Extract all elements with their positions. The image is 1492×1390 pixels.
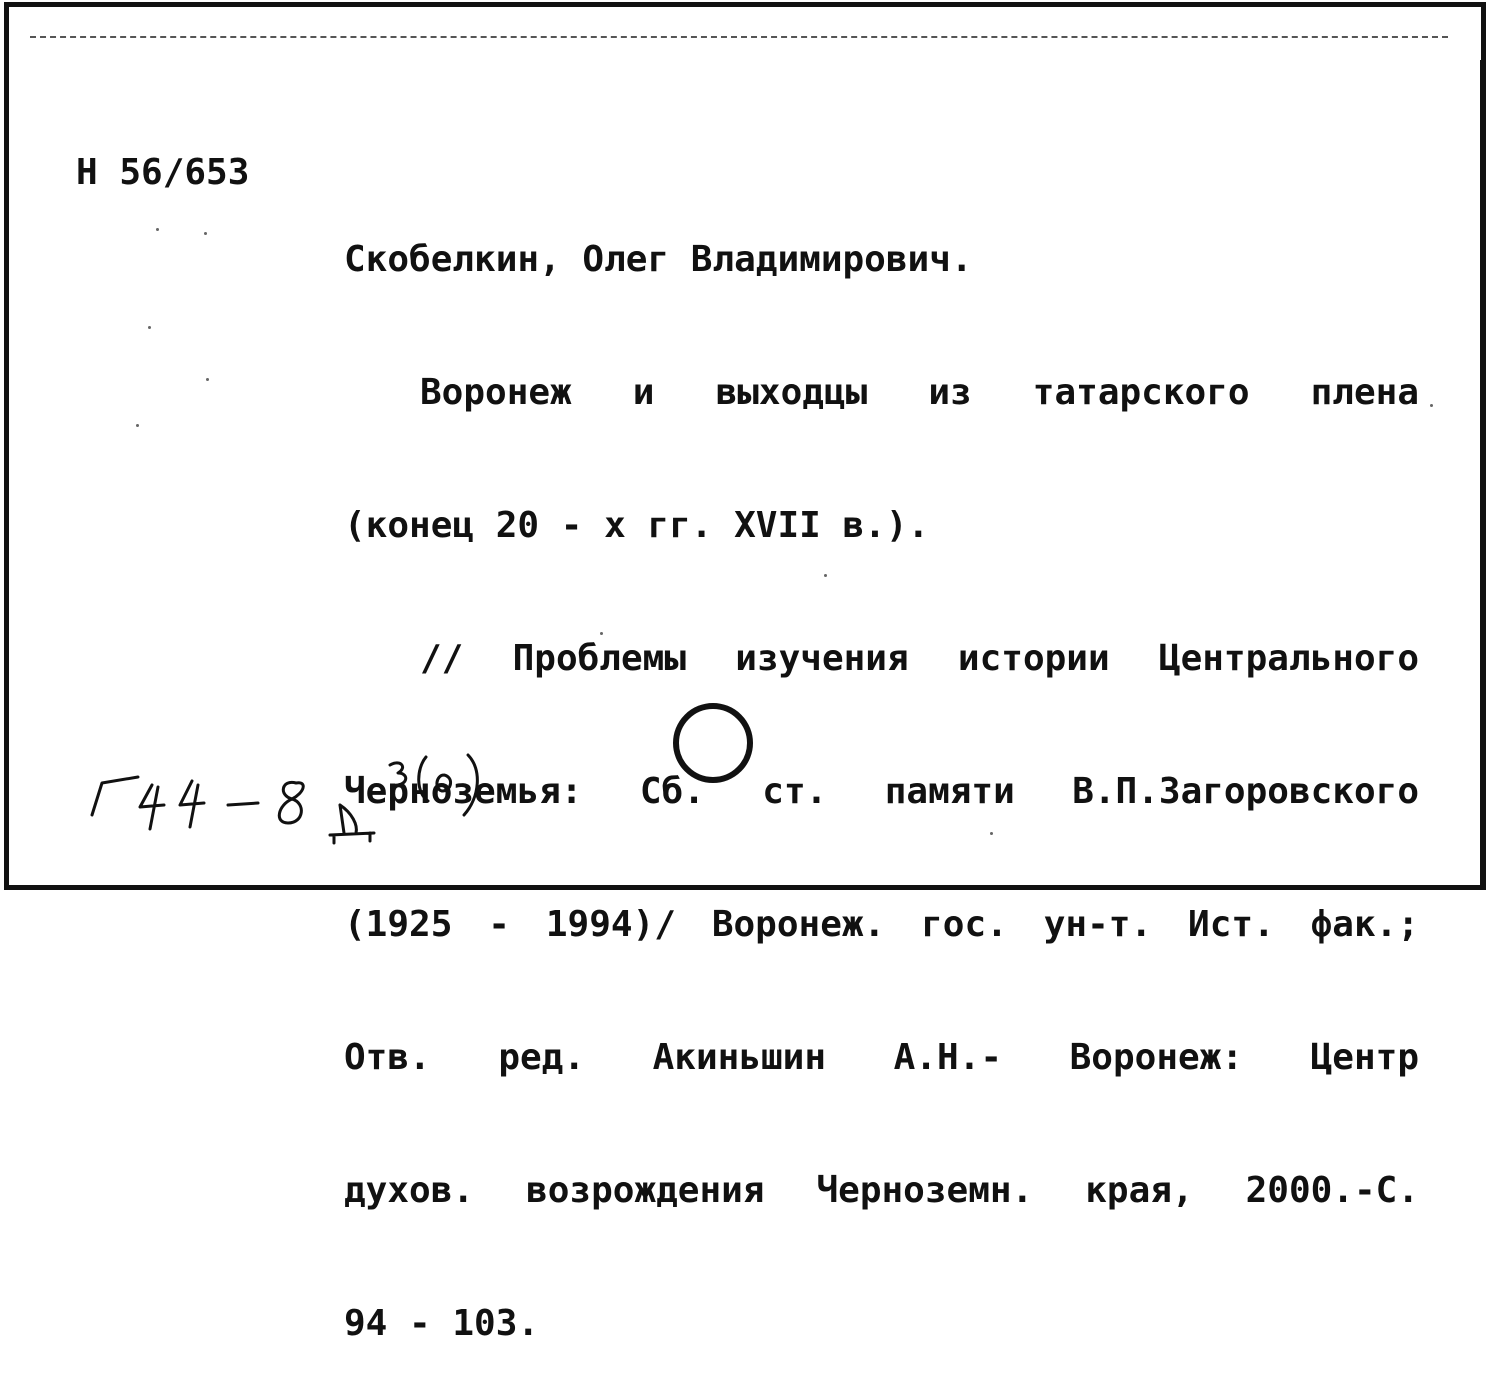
source-line-1: // Проблемы изучения истории Центрального <box>420 638 1419 679</box>
paper-speck <box>824 574 827 577</box>
source-line-4: Отв. ред. Акиньшин А.Н.- Воронеж: Центр <box>344 1037 1419 1078</box>
handwritten-shelf-mark <box>82 735 522 855</box>
title-line-1: Воронеж и выходцы из татарского плена <box>420 372 1419 413</box>
source-line-5: духов. возрождения Черноземн. края, 2000.-С. <box>344 1170 1419 1211</box>
source-line-3: (1925 - 1994)/ Воронеж. гос. ун-т. Ист. фак.; <box>344 904 1419 945</box>
paper-speck <box>206 378 209 381</box>
paper-speck <box>156 228 159 231</box>
paper-speck <box>148 326 151 329</box>
title-line-2: (конец 20 - х гг. XVII в.). <box>344 505 930 546</box>
paper-speck <box>600 632 603 635</box>
call-number: Н 56/653 <box>76 152 250 193</box>
paper-speck <box>990 832 993 835</box>
top-dashed-rule <box>30 36 1448 38</box>
source-line-6: 94 - 103. <box>344 1303 540 1344</box>
paper-speck <box>1430 404 1433 407</box>
paper-speck <box>204 232 207 235</box>
source-line-2: Черноземья: Сб. ст. памяти В.П.Загоровского <box>344 771 1419 812</box>
punch-hole <box>673 703 753 783</box>
author-line: Скобелкин, Олег Владимирович. <box>344 239 973 280</box>
paper-speck <box>136 424 139 427</box>
card-edge <box>1480 60 1485 886</box>
